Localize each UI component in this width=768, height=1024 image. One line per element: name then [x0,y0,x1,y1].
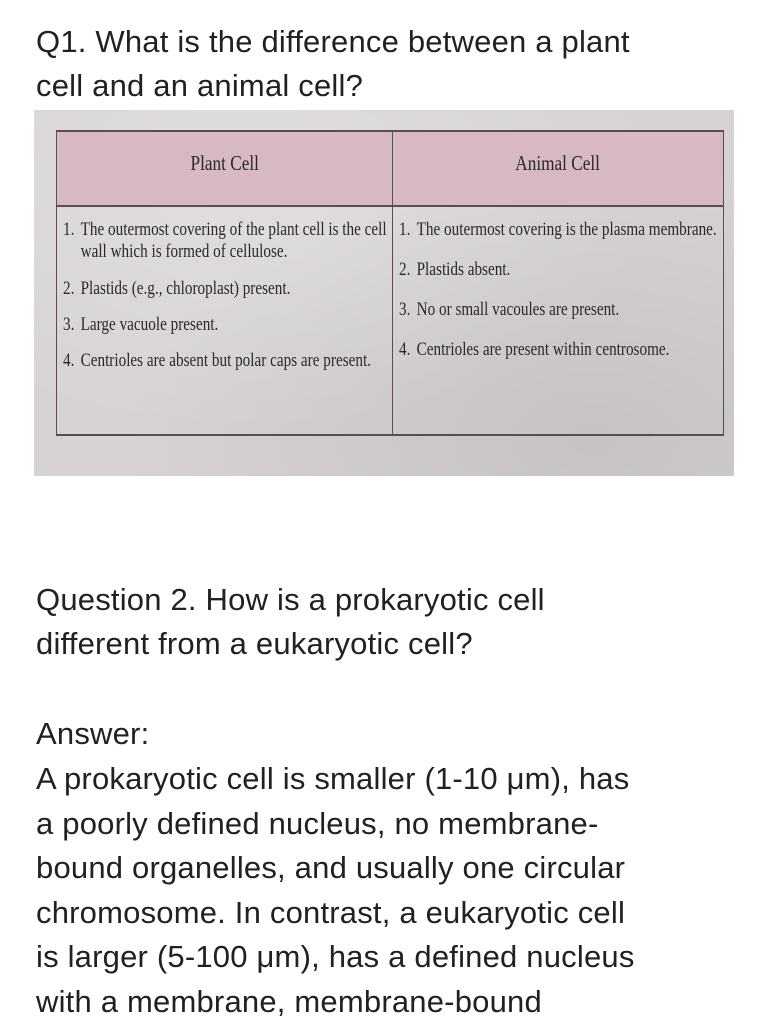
table-body-row [57,206,724,435]
item-text: The outermost covering is the plasma membrane. [416,219,717,240]
header-animal-cell: Animal Cell [392,131,724,206]
question-2-heading [36,578,736,666]
plant-cell-item [63,219,388,263]
item-text: Large vacuole present. [80,314,219,335]
item-number: 3. [63,314,75,335]
item-number: 3. [398,299,410,320]
item-number: 1. [398,219,410,240]
answer-line: with a membrane, membrane-bound [36,983,542,1019]
answer-line: a poorly defined nucleus, no membrane- [36,805,599,841]
animal-cell-column [392,206,724,435]
plant-cell-item [63,350,388,372]
question-2-line-1: Question 2. How is a prokaryotic cell [36,582,545,617]
comparison-table [56,130,724,436]
item-number: 1. [63,219,75,240]
question-1-line-1: Q1. What is the difference between a plant [36,24,630,59]
item-text: Plastids absent. [416,259,510,280]
animal-cell-item [399,219,720,241]
answer-line: chromosome. In contrast, a eukaryotic cell [36,894,626,930]
question-1-line-2: cell and an animal cell? [36,68,364,103]
plant-cell-column [57,206,393,435]
item-number: 4. [398,339,410,360]
plant-cell-item [63,278,388,300]
animal-cell-item [399,299,720,321]
item-number: 2. [398,259,410,280]
table-header-row [57,131,724,206]
answer-text [36,757,736,1024]
question-1-heading [36,20,736,108]
animal-cell-item [399,259,720,281]
item-text: Centrioles are absent but polar caps are present. [80,350,371,371]
plant-cell-item [63,314,388,336]
question-2-line-2: different from a eukaryotic cell? [36,626,473,661]
item-text: Centrioles are present within centrosome. [416,339,669,360]
answer-line: A prokaryotic cell is smaller (1-10 μm), has [36,761,630,796]
item-text: Plastids (e.g., chloroplast) present. [80,278,291,299]
answer-line: bound organelles, and usually one circular [36,850,626,885]
item-text: No or small vacoules are present. [416,299,619,320]
header-plant-cell: Plant Cell [57,131,393,206]
item-number: 2. [63,278,75,299]
item-text: The outermost covering of the plant cell is the cell wall which is formed of cellulose. [80,219,387,262]
answer-label: Answer: [36,716,150,751]
item-number: 4. [63,350,75,371]
answer-line: is larger (5-100 μm), has a defined nucleus [36,939,635,974]
table-photo [34,110,734,476]
animal-cell-item [399,339,720,361]
comparison-table-wrap [56,130,724,436]
